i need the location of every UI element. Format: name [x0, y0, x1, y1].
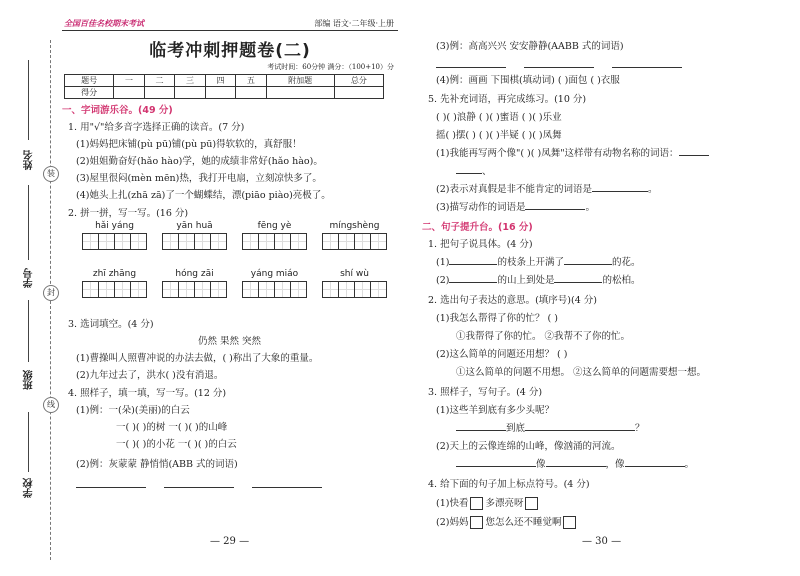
answer-blank[interactable] [456, 173, 482, 174]
q5-sub-3-text: (3)描写动作的词语是 [436, 202, 526, 213]
q5-sub-1-text: (1)我能再写两个像"( )( )凤舞"这样带有动物名称的词语： [436, 148, 679, 159]
answer-blank[interactable] [449, 264, 497, 265]
answer-blank[interactable] [592, 191, 648, 192]
answer-blank[interactable] [449, 282, 497, 283]
s4-item-2-mid: 您怎么还不睡觉啊 [485, 517, 562, 528]
subject-line: 部编 语文·二年级·上册 [314, 19, 394, 28]
s4-item-1-mid: 多漂亮呀 [485, 498, 524, 509]
q5-sub-1-sep: 、 [482, 166, 492, 177]
pinyin-text: shí wù [340, 269, 369, 279]
s1-item-2 [436, 272, 641, 286]
sentence-q1: 1. 把句子说具体。(4 分) [428, 239, 533, 250]
s1-item-2-end: 的松柏。 [602, 275, 641, 286]
score-input[interactable] [175, 87, 205, 99]
pinyin-box[interactable] [322, 221, 387, 250]
pinyin-box[interactable] [162, 221, 227, 250]
class-label: 班级 [24, 370, 35, 390]
section-2-heading: 二、句子提升台。(16 分) [422, 222, 533, 233]
s3-example-2: (2)天上的云像连绵的山峰，像汹涌的河流。 [436, 441, 621, 452]
q3-word-bank: 仍然 果然 突然 [198, 336, 262, 347]
score-cell: 五 [236, 75, 266, 87]
question-3: 3. 选词填空。(4 分) [68, 319, 154, 330]
s1-item-1 [436, 254, 641, 268]
punctuation-box[interactable] [470, 497, 483, 510]
exam-meta: 考试时间：60分钟 满分：（100+10）分 [267, 63, 394, 71]
q4-example-2: (2)例：灰蒙蒙 静悄悄(ABB 式的词语) [76, 459, 238, 470]
name-field[interactable] [28, 60, 29, 140]
school-label: 学校 [24, 478, 35, 498]
s4-item-2-start: (2)妈妈 [436, 517, 469, 528]
section-1-heading: 一、字词游乐谷。(49 分) [62, 105, 173, 116]
question-5: 5. 先补充词语，再完成练习。(10 分) [428, 94, 587, 105]
pinyin-text: yān huā [176, 221, 213, 231]
binding-strip [0, 0, 58, 576]
s1-item-1-num: (1) [436, 257, 450, 268]
q1-item-3: (3)屋里很闷(mèn mēn)热，我打开电扇，立刻凉快多了。 [76, 173, 322, 184]
pinyin-box[interactable] [242, 221, 307, 250]
s2-options-1: ①我帮得了你的忙。 ②我帮不了你的忙。 [456, 331, 631, 342]
score-value-row [65, 87, 384, 99]
q1-item-4: (4)她头上扎(zhā zā)了一个蝴蝶结，漂(piāo piào)亮极了。 [76, 190, 331, 201]
score-input[interactable] [236, 87, 266, 99]
punctuation-box[interactable] [470, 516, 483, 529]
s4-item-1 [436, 495, 540, 510]
score-cell: 题号 [65, 75, 114, 87]
q3-item-2: (2)九年过去了，洪水( )没有消退。 [76, 370, 224, 381]
pinyin-text: hóng zāi [175, 269, 214, 279]
q3-item-1: (1)曹操叫人照曹冲说的办法去做，( )称出了大象的重量。 [76, 353, 319, 364]
score-input[interactable] [114, 87, 144, 99]
score-cell: 总分 [334, 75, 383, 87]
answer-blank[interactable] [564, 264, 612, 265]
answer-blank[interactable] [625, 466, 685, 467]
school-field[interactable] [28, 412, 29, 472]
s3-keyword-2a: 像 [536, 459, 546, 470]
s3-answer-2 [456, 456, 694, 470]
answer-blank[interactable] [456, 430, 506, 431]
page-number-30: — 30 — [582, 536, 622, 547]
score-cell: 三 [175, 75, 205, 87]
pinyin-box[interactable] [82, 269, 147, 298]
pinyin-box[interactable] [162, 269, 227, 298]
s3-example-1: (1)这些羊到底有多少头呢？ [436, 405, 554, 416]
score-input[interactable] [144, 87, 174, 99]
s3-answer-1 [456, 420, 645, 434]
pinyin-text: yáng miáo [250, 269, 299, 279]
question-2: 2. 拼一拼，写一写。(16 分) [68, 208, 189, 219]
binding-mark-2: 封 [43, 285, 59, 301]
header-rule [62, 30, 398, 31]
brand-label: 全国百佳名校期末考试 [64, 18, 144, 28]
q5-sub-1-cont [456, 163, 492, 177]
pinyin-box[interactable] [322, 269, 387, 298]
binding-mark-3: 线 [43, 397, 59, 413]
q5-sub-1 [436, 145, 709, 159]
q5-sub-2: (2)表示对真假是非不能肯定的词语是 。 [436, 184, 658, 195]
s4-item-2 [436, 514, 578, 529]
answer-blank[interactable] [525, 430, 635, 431]
q4-blank-line[interactable] [76, 480, 322, 491]
s2-question-1: (1)我怎么帮得了你的忙？ ( ) [436, 313, 558, 324]
answer-blank[interactable] [456, 466, 536, 467]
q5-sub-3: (3)描写动作的词语是 。 [436, 202, 595, 213]
pinyin-text: zhī zhāng [92, 269, 137, 279]
answer-blank[interactable] [554, 282, 602, 283]
q1-item-1: (1)妈妈把床铺(pù pū)铺(pù pū)得软软的，真舒服！ [76, 139, 302, 150]
exam-title: 临考冲刺押题卷(二) [149, 41, 311, 61]
q5-sub-2-text: (2)表示对真假是非不能肯定的词语是 [436, 184, 592, 195]
s1-item-2-num: (2) [436, 275, 450, 286]
student-id-field[interactable] [28, 185, 29, 260]
pinyin-text: hǎi yáng [95, 221, 134, 231]
answer-blank[interactable] [679, 155, 709, 156]
q5-row-2: 摇( )摆( ) ( )( )半疑 ( )( )凤舞 [436, 130, 562, 141]
answer-blank[interactable] [525, 209, 585, 210]
s4-item-1-start: (1)快看 [436, 498, 469, 509]
s2-options-2: ①这么简单的问题不用想。 ②这么简单的问题需要想一想。 [456, 367, 707, 378]
binding-mark-1: 装 [43, 166, 59, 182]
sentence-q3: 3. 照样子，写句子。(4 分) [428, 387, 543, 398]
q5-row-1: ( )( )浪静 ( )( )蜜语 ( )( )乐业 [436, 112, 562, 123]
right-page [422, 14, 788, 566]
q4-4: (4)例：画画 下围棋(填动词) ( )面包 ( )衣服 [436, 75, 620, 86]
answer-blank[interactable] [546, 466, 606, 467]
q4-3: (3)例：高高兴兴 安安静静(AABB 式的词语) [436, 41, 624, 52]
question-4: 4. 照样子，填一填，写一写。(12 分) [68, 388, 227, 399]
s3-keyword-1: 到底 [506, 423, 526, 434]
class-field[interactable] [28, 300, 29, 362]
s1-item-1-end: 的花。 [611, 257, 641, 268]
left-page [62, 14, 398, 566]
page-number-29: — 29 — [210, 536, 250, 547]
pinyin-box[interactable] [242, 269, 307, 298]
q4-row-2: 一( )( )的小花 一( )( )的白云 [116, 439, 237, 450]
q1-item-2: (2)姐姐勤奋好(hǎo hào)学，她的成绩非常好(hǎo hào)。 [76, 156, 323, 167]
s3-mark-2: 。 [684, 459, 695, 470]
s3-keyword-2b: ，像 [605, 459, 625, 470]
pinyin-text: fēng yè [257, 221, 292, 231]
s1-item-1-mid: 的枝条上开满了 [497, 257, 564, 268]
score-cell: 二 [144, 75, 174, 87]
score-cell: 四 [205, 75, 235, 87]
student-id-label: 学号 [24, 268, 35, 288]
q4-3-blanks[interactable] [436, 60, 682, 71]
question-1: 1. 用"√"给多音字选择正确的读音。(7 分) [68, 122, 245, 133]
score-input[interactable] [334, 87, 383, 99]
sentence-q2: 2. 选出句子表达的意思。(填序号)(4 分) [428, 295, 597, 306]
pinyin-text: míngshèng [329, 221, 380, 231]
punctuation-box[interactable] [525, 497, 538, 510]
s1-item-2-mid: 的山上到处是 [497, 275, 555, 286]
name-label: 姓名 [24, 150, 35, 170]
sentence-q4: 4. 给下面的句子加上标点符号。(4 分) [428, 479, 590, 490]
score-cell: 一 [114, 75, 144, 87]
pinyin-box[interactable] [82, 221, 147, 250]
score-cell: 得分 [65, 87, 114, 99]
score-table [64, 74, 384, 99]
q4-row-1: 一( )( )的树 一( )( )的山峰 [116, 422, 228, 433]
punctuation-box[interactable] [563, 516, 576, 529]
score-cell: 附加题 [266, 75, 334, 87]
s3-mark-1: ？ [635, 423, 645, 434]
s2-question-2: (2)这么简单的问题还用想？ ( ) [436, 349, 568, 360]
score-input[interactable] [266, 87, 334, 99]
score-input[interactable] [205, 87, 235, 99]
q4-example-1: (1)例：一(朵)(美丽)的白云 [76, 405, 190, 416]
score-header-row [65, 75, 384, 87]
